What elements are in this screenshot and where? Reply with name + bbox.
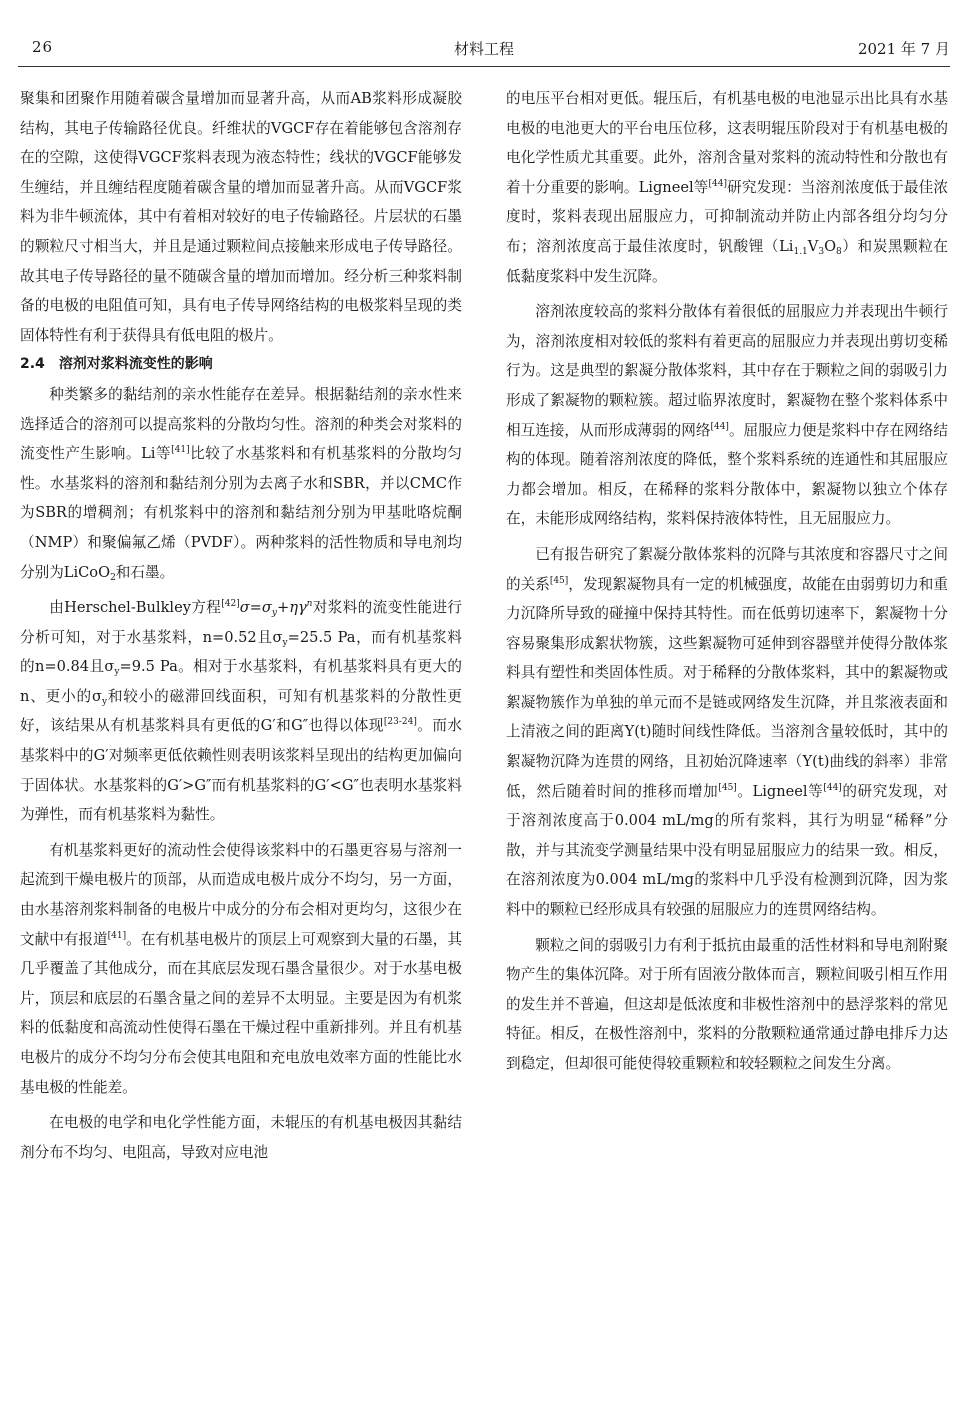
journal-title: 材料工程 [453, 40, 514, 58]
citation[interactable]: [44] [823, 782, 842, 793]
paragraph: 聚集和团聚作用随着碳含量增加而显著升高，从而AB浆料形成凝胶结构，其电子传输路径优良。纤维状的VGCF存在着能够包含溶剂存在的空隙，这使得VGCF浆料表现为液态特性；线状的VGCF能够发生缠结，并且缠结程度随着碳含量的增加而显著升高。从而VGCF浆料为非牛顿流体，其中有着相对较好的电子传输路径。片层状的石墨的颗粒尺寸相当大，并且是通过颗粒间点接触来形成电子传导路径。故其电子传导路径的量不随碳含量的增加而增加。经分析三种浆料制备的电极的电阻值可知，具有电子传导网络结构的电极浆料呈现的类固体特性有利于获得具有低电阻的极片。 [20, 90, 462, 344]
citation[interactable]: [45] [718, 782, 737, 793]
citation[interactable]: [45] [549, 575, 569, 586]
paragraph: 溶剂浓度较高的浆料分散体有着很低的屈服应力并表现出牛顿行为，溶剂浓度相对较低的浆料有着更高的屈服应力并表现出剪切变稀行为。这是典型的絮凝分散体浆料，其中存在于颗粒之间的弱吸引力形成了絮凝物的颗粒簇。超过临界浓度时，絮凝物在整个浆料体系中相互连接，从而形成薄弱的网络[44]。屈服应力便是浆料中存在网络结构的体现。随着溶剂浓度的降低，整个浆料系统的连通性和其屈服应力都会增加。相反，在稀释的浆料分散体中，絮凝物以独立个体存在，未能形成网络结构，浆料保持液体特性，且无屈服应力。 [506, 303, 948, 528]
section-number: 2.4 [20, 356, 45, 373]
paragraph: 由Herschel-Bulkley方程$[42]\sigma=\sigma_y+\eta\gamma^n$对浆料的流变性能进行分析可知，对于水基浆料，n=0.52且$\sigma_y=25.5$ Pa，而有机基浆料的n=0.84且$\sigma_y=9.5$ Pa。相对于水基浆料，有机基浆料具有更大的n、更小的$\sigma_y$和较小的磁滞回线面积，可知有机基浆料的分散性更好，该结果从有机基浆料具有更低的G′和G″也得以体现[23-24]。而水基浆料中的G′对频率更低依赖性则表明该浆料呈现出的结构更加偏向于固体状。水基浆料的G′>G″而有机基浆料的G′<G″也表明水基浆料为弹性，而有机基浆料为黏性。 [20, 599, 462, 824]
citation[interactable]: [44] [710, 421, 729, 432]
citation[interactable]: [41] [171, 445, 190, 456]
page-header [18, 38, 950, 64]
citation[interactable]: [23-24] [383, 717, 417, 728]
paragraph: 已有报告研究了絮凝分散体浆料的沉降与其浓度和容器尺寸之间的关系[45]，发现絮凝物具有一定的机械强度，故能在由弱剪切力和重力沉降所导致的碰撞中保持其特性。而在低剪切速率下，絮凝物十分容易聚集形成絮状物簇，这些絮凝物可延伸到容器壁并使得分散体浆料具有塑性和类固体性质。对于稀释的分散体浆料，其中的絮凝物或絮凝物簇作为单独的单元而不是链或网络发生沉降，并且浆液表面和上清液之间的距离Y(t)随时间线性降低。当溶剂含量较低时，其中的絮凝物沉降为连贯的网络，且初始沉降速率（Y(t)曲线的斜率）非常低，然后随着时间的推移而增加[45]。Ligneel等[44]的研究发现，对于溶剂浓度高于0.004 mL/mg的所有浆料，其行为明显“稀释”分散，并与其流变学测量结果中没有明显屈服应力的结果一致。相反，在溶剂浓度为0.004 mL/mg的浆料中几乎没有检测到沉降，因为浆料中的颗粒已经形成具有较强的屈服应力的连贯网络结构。 [506, 545, 948, 919]
left-column [20, 84, 462, 1167]
right-column [506, 84, 948, 1079]
paragraph: 有机基浆料更好的流动性会使得该浆料中的石墨更容易与溶剂一起流到干燥电极片的顶部，从而造成电极片成分不均匀，另一方面，由水基溶剂浆料制备的电极片中成分的分布会相对更均匀，这很少在文献中有报道[41]。在有机基电极片的顶层上可观察到大量的石墨，其几乎覆盖了其他成分，而在其底层发现石墨含量很少。对于水基电极片，顶层和底层的石墨含量之间的差异不太明显。主要是因为有机浆料的低黏度和高流动性使得石墨在干燥过程中重新排列。并且有机基电极片的成分不均匀分布会使其电阻和充电放电效率方面的性能比水基电极的性能差。 [20, 841, 462, 1096]
paragraph: 在电极的电学和电化学性能方面，未辊压的有机基电极因其黏结剂分布不均匀、电阻高，导致对应电池 [20, 1114, 462, 1161]
citation[interactable]: [41] [107, 930, 127, 941]
equation: $\sigma=\sigma_y+\eta\gamma^n$ [239, 599, 313, 619]
citation[interactable]: [44] [708, 178, 727, 189]
issue-date: 2021 年 7 月 [857, 40, 950, 58]
citation[interactable]: [42] [221, 599, 240, 610]
page-number: 26 [32, 38, 54, 56]
paragraph: 的电压平台相对更低。辊压后，有机基电极的电池显示出比具有水基电极的电池更大的平台电压位移，这表明辊压阶段对于有机基电极的电化学性质尤其重要。此外，溶剂含量对浆料的流动特性和分散也有着十分重要的影响。Ligneel等[44]研究发现：当溶剂浓度低于最佳浓度时，浆料表现出屈服应力，可抑制流动并防止内部各组分均匀分布；溶剂浓度高于最佳浓度时，钒酸锂$(Li_{1.1}V_3O_8)$和炭黑颗粒在低黏度浆料中发生沉降。 [506, 90, 948, 285]
paragraph: 颗粒之间的弱吸引力有利于抵抗由最重的活性材料和导电剂附聚物产生的集体沉降。对于所有固液分散体而言，颗粒间吸引相互作用的发生并不普遍，但这却是低浓度和非极性溶剂中的悬浮浆料的常见特征。相反，在极性溶剂中，浆料的分散颗粒通常通过静电排斥力达到稳定，但却很可能使得较重颗粒和较轻颗粒之间发生分离。 [506, 936, 948, 1072]
header-divider [18, 66, 950, 67]
section-title: 溶剂对浆料流变性的影响 [58, 356, 213, 373]
section-heading [20, 350, 462, 380]
paragraph: 种类繁多的黏结剂的亲水性能存在差异。根据黏结剂的亲水性来选择适合的溶剂可以提高浆料的分散均匀性。溶剂的种类会对浆料的流变性产生影响。Li等[41]比较了水基浆料和有机基浆料的分散均匀性。水基浆料的溶剂和黏结剂分别为去离子水和SBR，并以CMC作为SBR的增稠剂；有机浆料中的溶剂和黏结剂分别为甲基吡咯烷酮（NMP）和聚偏氟乙烯（PVDF）。两种浆料的活性物质和导电剂均分别为LiCoO$_2$和石墨。 [20, 385, 462, 583]
